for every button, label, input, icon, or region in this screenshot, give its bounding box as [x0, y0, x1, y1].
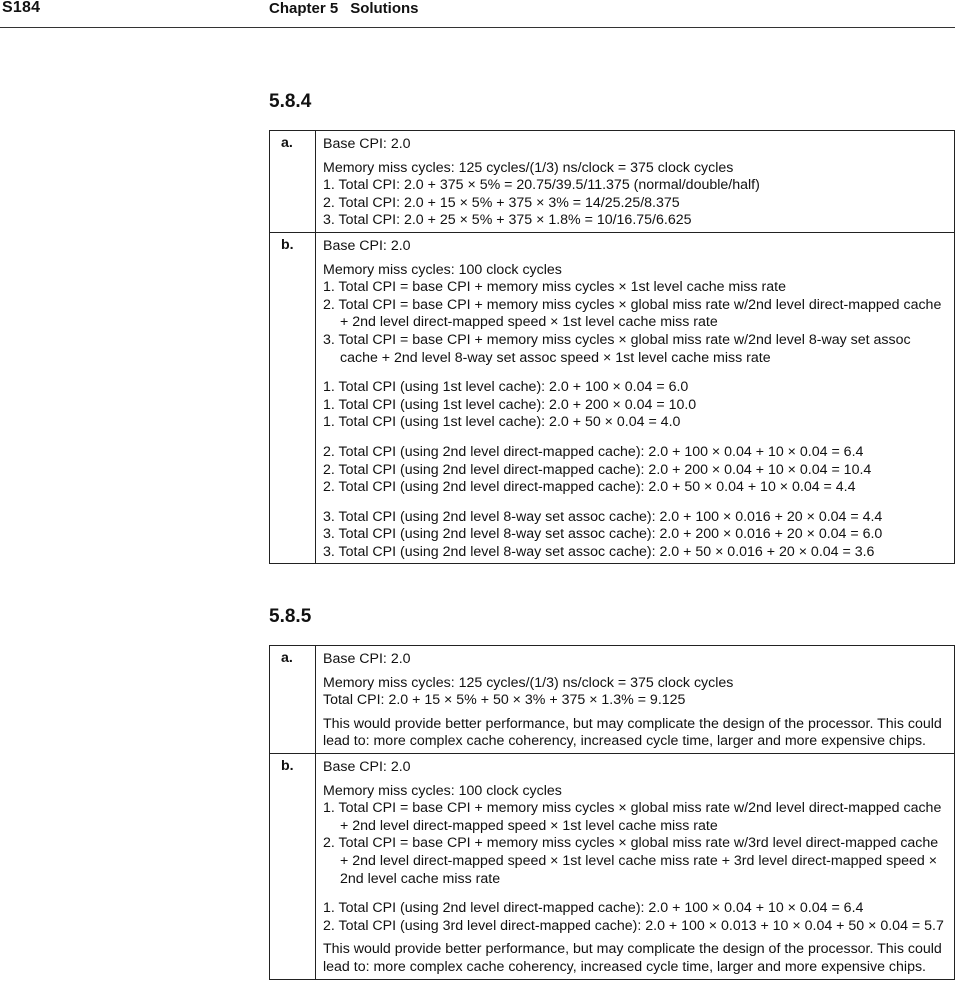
- base-cpi: Base CPI: 2.0: [323, 758, 411, 775]
- section-label: Solutions: [350, 0, 419, 17]
- solution-table-5-8-5: [269, 645, 955, 980]
- note-paragraph: This would provide better performance, but may complicate the design of the processor. This could lead to: more complex cache coherency, increased cycle time, larger and more expensive chips.: [323, 715, 942, 750]
- result-line: 2. Total CPI (using 2nd level direct-mapped cache): 2.0 + 200 × 0.04 + 10 × 0.04 = 10.4: [323, 461, 872, 478]
- page-number: S184: [2, 0, 41, 16]
- row-label: b.: [270, 753, 316, 979]
- note-paragraph: This would provide better performance, but may complicate the design of the processor. This could lead to: more complex cache coherency, increased cycle time, larger and more expensive chips.: [323, 941, 942, 975]
- result-line: 1. Total CPI: 2.0 + 375 × 5% = 20.75/39.5/11.375 (normal/double/half): [323, 177, 760, 194]
- table-row: [270, 131, 955, 233]
- result-line: 3. Total CPI (using 2nd level 8-way set assoc cache): 2.0 + 100 × 0.016 + 20 × 0.04 = 4.4: [323, 508, 883, 525]
- base-cpi: Base CPI: 2.0: [323, 136, 411, 152]
- result-line: 2. Total CPI: 2.0 + 15 × 5% + 375 × 3% = 14/25.25/8.375: [323, 194, 680, 211]
- formula-line: 3. Total CPI = base CPI + memory miss cycles × global miss rate w/2nd level 8-way set assoc cache + 2nd level 8-way set assoc speed × 1st level cache miss rate: [323, 331, 911, 366]
- section-title-5-8-4: 5.8.4: [269, 91, 312, 112]
- result-line: 3. Total CPI (using 2nd level 8-way set assoc cache): 2.0 + 200 × 0.016 + 20 × 0.04 = 6.0: [323, 526, 883, 543]
- miss-cycles: Memory miss cycles: 125 cycles/(1/3) ns/clock = 375 clock cycles: [323, 674, 734, 691]
- miss-cycles: Memory miss cycles: 125 cycles/(1/3) ns/clock = 375 clock cycles: [323, 159, 734, 176]
- row-content: [316, 232, 955, 564]
- formula-line: 2. Total CPI = base CPI + memory miss cycles × global miss rate w/2nd level direct-mapped cache + 2nd level direct-mapped speed × 1st level cache miss rate: [323, 296, 942, 331]
- formula-line: 1. Total CPI = base CPI + memory miss cycles × global miss rate w/2nd level direct-mapped cache + 2nd level direct-mapped speed × 1st level cache miss rate: [323, 800, 942, 834]
- table-row: [270, 232, 955, 564]
- result-line: 2. Total CPI (using 3rd level direct-mapped cache): 2.0 + 100 × 0.013 + 10 × 0.04 + 50 × 0.04 = 5.7: [323, 917, 944, 934]
- formula-line: 1. Total CPI = base CPI + memory miss cycles × 1st level cache miss rate: [323, 279, 786, 296]
- table-row: [270, 646, 955, 754]
- result-line: 1. Total CPI (using 2nd level direct-mapped cache): 2.0 + 100 × 0.04 + 10 × 0.04 = 6.4: [323, 900, 864, 917]
- row-content: [316, 646, 955, 754]
- base-cpi: Base CPI: 2.0: [323, 237, 411, 254]
- miss-cycles: Memory miss cycles: 100 clock cycles: [323, 261, 562, 278]
- table-row: [270, 753, 955, 979]
- row-label: a.: [270, 646, 316, 754]
- result-line: 3. Total CPI (using 2nd level 8-way set assoc cache): 2.0 + 50 × 0.016 + 20 × 0.04 = 3.6: [323, 543, 875, 560]
- result-line: 1. Total CPI (using 1st level cache): 2.0 + 100 × 0.04 = 6.0: [323, 379, 689, 396]
- row-label: a.: [270, 131, 316, 233]
- result-line: 1. Total CPI (using 1st level cache): 2.0 + 50 × 0.04 = 4.0: [323, 414, 681, 431]
- result-line: 1. Total CPI (using 1st level cache): 2.0 + 200 × 0.04 = 10.0: [323, 396, 697, 413]
- base-cpi: Base CPI: 2.0: [323, 651, 411, 667]
- solution-table-5-8-4: [269, 130, 955, 564]
- result-line: 2. Total CPI (using 2nd level direct-mapped cache): 2.0 + 50 × 0.04 + 10 × 0.04 = 4.4: [323, 479, 856, 496]
- miss-cycles: Memory miss cycles: 100 clock cycles: [323, 782, 562, 799]
- row-label: b.: [270, 232, 316, 564]
- page-header: [0, 0, 955, 28]
- row-content: [316, 753, 955, 979]
- result-line: 3. Total CPI: 2.0 + 25 × 5% + 375 × 1.8% = 10/16.75/6.625: [323, 212, 692, 229]
- formula-line: 2. Total CPI = base CPI + memory miss cycles × global miss rate w/3rd level direct-mapped cache + 2nd level direct-mapped speed × 1st level cache miss rate + 3rd level direct-mapped speed × 2nd level cache miss rate: [323, 835, 939, 887]
- chapter-label: Chapter 5: [269, 0, 339, 17]
- row-content: [316, 131, 955, 233]
- running-head: [269, 0, 419, 17]
- result-line: Total CPI: 2.0 + 15 × 5% + 50 × 3% + 375 × 1.3% = 9.125: [323, 692, 686, 709]
- result-line: 2. Total CPI (using 2nd level direct-mapped cache): 2.0 + 100 × 0.04 + 10 × 0.04 = 6.4: [323, 443, 864, 460]
- section-title-5-8-5: 5.8.5: [269, 606, 312, 627]
